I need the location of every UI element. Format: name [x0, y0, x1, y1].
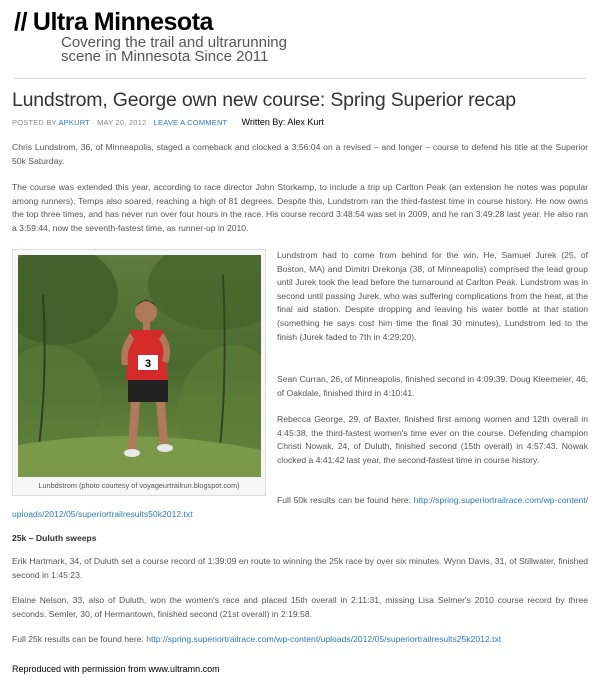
post-title[interactable]: Lundstrom, George own new course: Spring Superior recap [12, 89, 516, 111]
post-meta [12, 117, 324, 127]
photo-figure [12, 249, 266, 496]
post-date: · MAY 20, 2012 · [92, 118, 152, 127]
permission-footer: Reproduced with permission from www.ultramn.com [12, 664, 220, 674]
header-divider [14, 78, 586, 79]
tagline-line-2: scene in Minnesota Since 2011 [61, 48, 269, 65]
paragraph-25k-results [12, 633, 588, 647]
byline: Written By: Alex Kurt [241, 117, 324, 127]
leave-comment-link[interactable]: LEAVE A COMMENT [153, 118, 228, 127]
site-title-slashes: // [14, 8, 27, 36]
posted-by-label: POSTED BY [12, 118, 57, 127]
author-link[interactable]: APKURT [58, 118, 90, 127]
results-50k-label: Full 50k results can be found here: [277, 495, 414, 505]
site-tagline [61, 36, 287, 64]
tagline-line-1: Covering the trail and ultrarunning [61, 34, 287, 51]
paragraph-women-results: Rebecca George, 29, of Baxter, finished first among women and 12th overall in 4:45:38, the third-fastest women's time ever on the course. Defending champion Christi Nowak, 24, of Duluth, finished second (15th overall) in 4:57:43. Nowak clocked a 4:41:42 last year, the second-fastest time in course history. [277, 414, 588, 465]
paragraph-course: The course was extended this year, according to race director John Storkamp, to include a trip up Carlton Peak (an extension he notes was popular among runners). Temps also soared, reaching a high of 81 degrees. Despite this, Lundstrom ran the third-fastest time in course history. He now owns the top three times, and has never run over four hours in the race. His course record 3:48:54 was set in 2009, and he ran 3:49:28 last year. He also ran a 3:59:44, now the seventh-fastest time, as runner-up in 2010. [12, 182, 588, 233]
bib-number: 3 [144, 358, 152, 370]
runner-photo [18, 255, 261, 477]
subhead-25k: 25k – Duluth sweeps [12, 533, 97, 543]
site-title[interactable] [14, 8, 586, 36]
runner-photo-illustration [18, 255, 261, 477]
results-50k-link[interactable]: http://spring.superiortrailrace.com/wp-content/uploads/2012/05/superiortrailresults50k2012.txt [12, 495, 588, 519]
site-title-text: Ultra Minnesota [32, 8, 213, 36]
paragraph-25k-women: Elaine Nelson, 33, also of Duluth, won the women's race and placed 15th overall in 2:11:31, missing Lisa Selmer's 2010 course record by three seconds. Semler, 30, of Hermantown, finished second (21st overall) in 2:19:58. [12, 595, 588, 619]
photo-caption: Lunbdstrom (photo courtesy of voyageurtrailrun.blogspot.com) [38, 481, 240, 490]
paragraph-50k-results [12, 494, 588, 521]
results-25k-label: Full 25k results can be found here: [12, 634, 147, 644]
paragraph-men-results: Sean Curran, 26, of Minneapolis, finished second in 4:09:39. Doug Kleemeier, 46, of Oakdale, finished third in 4:10:41. [277, 374, 588, 398]
paragraph-25k-men: Erik Hartmark, 34, of Duluth set a course record of 1:39:09 en route to winning the 25k race by over six minutes. Wynn Davis, 31, of Stillwater, finished second in 1:45:23. [12, 556, 588, 580]
paragraph-race-story: Lundstrom had to come from behind for the win. He, Samuel Jurek (25, of Boston, MA) and Dimitri Drekonja (38, of Minneapolis) comprised the lead group until Jurek took the lead before the turnaround at Carlton Peak. Lundstrom was in second until passing Jurek, who was suffering complications from the heat, at the final aid station. Despite dropping and leaving his water bottle at that station (something he says cost him time the final 30 minutes), Lundstrom led to the finish (Jurek faded to 7th in 4:29:20). [277, 250, 588, 342]
results-25k-link[interactable]: http://spring.superiortrailrace.com/wp-content/uploads/2012/05/superiortrailresults25k2012.txt [146, 634, 502, 644]
masthead [14, 8, 586, 65]
paragraph-intro: Chris Lundstrom, 36, of Minneapolis, staged a comeback and clocked a 3:56:04 on a revised – and longer – course to defend his title at the Superior 50k Saturday. [12, 142, 588, 166]
